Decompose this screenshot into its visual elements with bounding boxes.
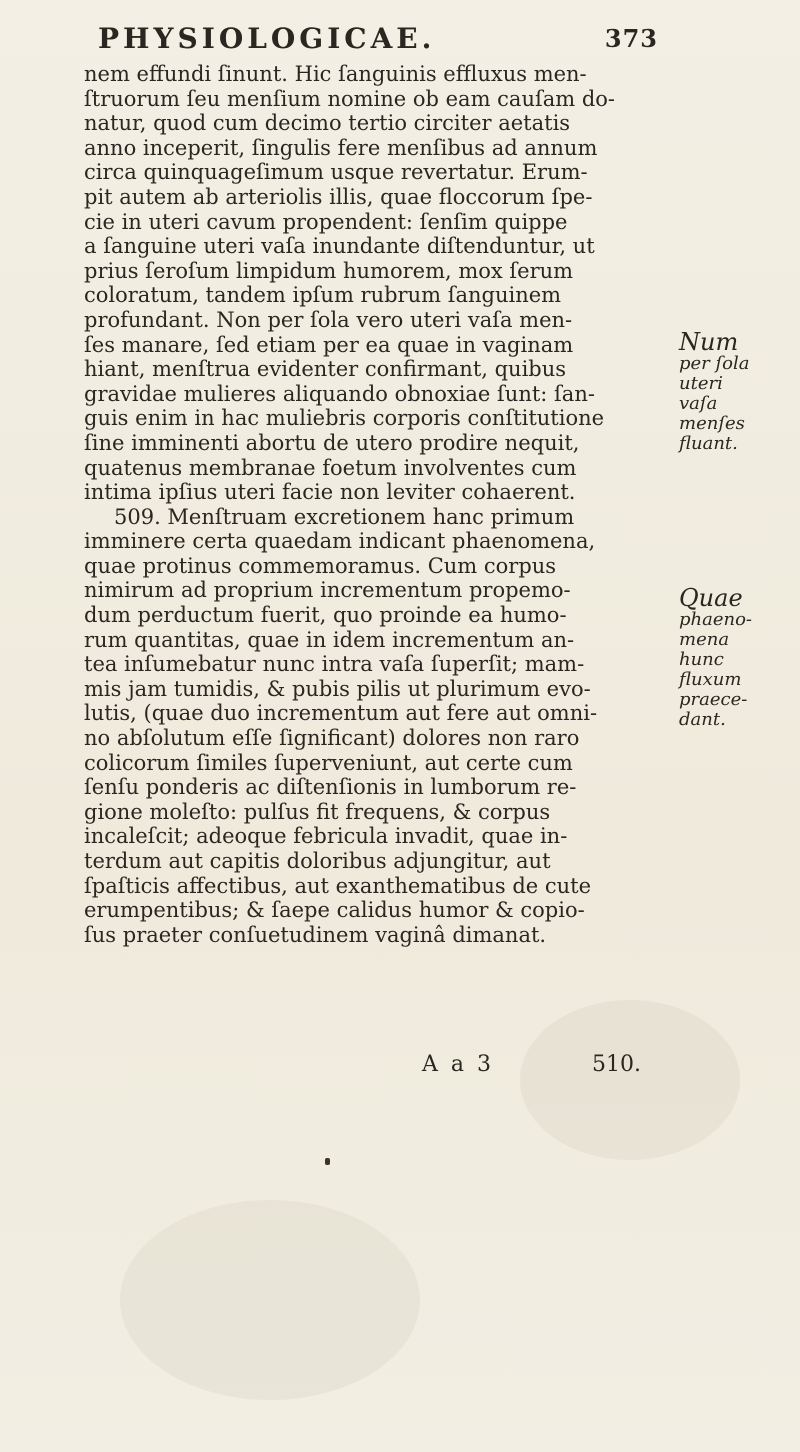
text-line: lutis, (quae duo incrementum aut fere aut omni-: [84, 701, 598, 726]
text-line: ſtruorum ſeu menſium nomine ob eam cauſam do-: [84, 86, 616, 111]
text-line: pit autem ab arteriolis illis, quae floccorum ſpe-: [84, 184, 593, 209]
margin-note-line: phaeno-: [679, 609, 753, 630]
text-line: coloratum, tandem ipſum rubrum ſanguinem: [84, 283, 562, 308]
signature-mark: A a 3: [422, 1052, 494, 1077]
text-line: gravidae mulieres aliquando obnoxiae ſunt: ſan-: [84, 381, 595, 406]
catchword: 510.: [592, 1052, 641, 1077]
margin-note-line: Num: [679, 328, 739, 356]
text-line: cie in uteri cavum propendent: ſenſim quippe: [84, 209, 568, 234]
text-line: terdum aut capitis doloribus adjungitur, aut: [84, 849, 551, 873]
text-line: intima ipſius uteri facie non leviter cohaerent.: [84, 480, 576, 505]
text-line: incaleſcit; adeoque febricula invadit, quae in-: [84, 824, 568, 849]
margin-note-line: dant.: [679, 709, 726, 730]
running-title: PHYSIOLOGICAE.: [98, 22, 436, 55]
ink-spot: [325, 1158, 330, 1165]
running-header: [98, 22, 658, 62]
text-line: guis enim in hac muliebris corporis conſtitutione: [84, 406, 605, 431]
margin-note-line: uteri: [679, 373, 723, 394]
margin-note-line: Quae: [679, 584, 743, 612]
margin-note-line: mena: [679, 629, 730, 650]
text-line: a ſanguine uteri vaſa inundante diſtenduntur, ut: [84, 234, 595, 259]
text-line: prius ſeroſum limpidum humorem, mox ſerum: [84, 258, 574, 283]
paper-stain: [120, 1200, 420, 1400]
text-line: hiant, menſtrua evidenter confirmant, quibus: [84, 357, 567, 382]
text-line: ſpaſticis affectibus, aut exanthematibus de cute: [84, 873, 592, 898]
margin-note-line: per ſola: [679, 353, 750, 374]
text-line: circa quinquageſimum usque revertatur. Erum-: [84, 160, 588, 185]
text-line: ſine imminenti abortu de utero prodire nequit,: [84, 430, 580, 455]
text-line: ſus praeter conſuetudinem vaginâ dimanat.: [84, 922, 547, 947]
text-line: ſes manare, ſed etiam per ea quae in vaginam: [84, 332, 574, 357]
margin-note-line: hunc: [679, 649, 724, 670]
page-number: 373: [604, 24, 658, 53]
text-line: quatenus membranae foetum involventes cum: [84, 455, 577, 480]
text-line: no abſolutum eſſe ſignificant) dolores non raro: [84, 726, 580, 751]
margin-note: [679, 330, 789, 454]
text-line: profundant. Non per ſola vero uteri vaſa men-: [84, 307, 573, 332]
main-text: [84, 62, 664, 947]
text-line: nimirum ad proprium incrementum propemo-: [84, 578, 571, 603]
margin-note-line: vaſa: [679, 393, 718, 414]
text-line: tea inſumebatur nunc intra vaſa ſuperſit; mam-: [84, 652, 585, 677]
section-start-line: 509. Menſtruam excretionem hanc primum: [114, 504, 575, 529]
text-line: ſenſu ponderis ac diſtenſionis in lumborum re-: [84, 775, 577, 800]
text-line: colicorum ſimiles ſuperveniunt, aut certe cum: [84, 750, 573, 775]
margin-note-line: fluant.: [679, 433, 738, 454]
margin-note-line: praece-: [679, 689, 748, 710]
text-line: quae protinus commemoramus. Cum corpus: [84, 553, 557, 578]
text-line: dum perductum fuerit, quo proinde ea humo-: [84, 603, 567, 628]
text-line: nem effundi ſinunt. Hic ſanguinis effluxus men-: [84, 62, 587, 86]
text-line: erumpentibus; & ſaepe calidus humor & copio-: [84, 898, 585, 923]
text-line: anno inceperit, ſingulis fere menſibus ad annum: [84, 135, 598, 160]
text-line: rum quantitas, quae in idem incrementum an-: [84, 627, 575, 652]
text-line: gione moleſto: pulſus fit frequens, & corpus: [84, 799, 551, 824]
text-line: mis jam tumidis, & pubis pilis ut plurimum evo-: [84, 676, 591, 701]
page-footer: [84, 1052, 664, 1082]
text-line: imminere certa quaedam indicant phaenomena,: [84, 529, 596, 554]
margin-note: [679, 586, 789, 730]
margin-note-line: fluxum: [679, 669, 742, 690]
text-line: natur, quod cum decimo tertio circiter aetatis: [84, 111, 571, 136]
margin-note-line: menſes: [679, 413, 745, 434]
